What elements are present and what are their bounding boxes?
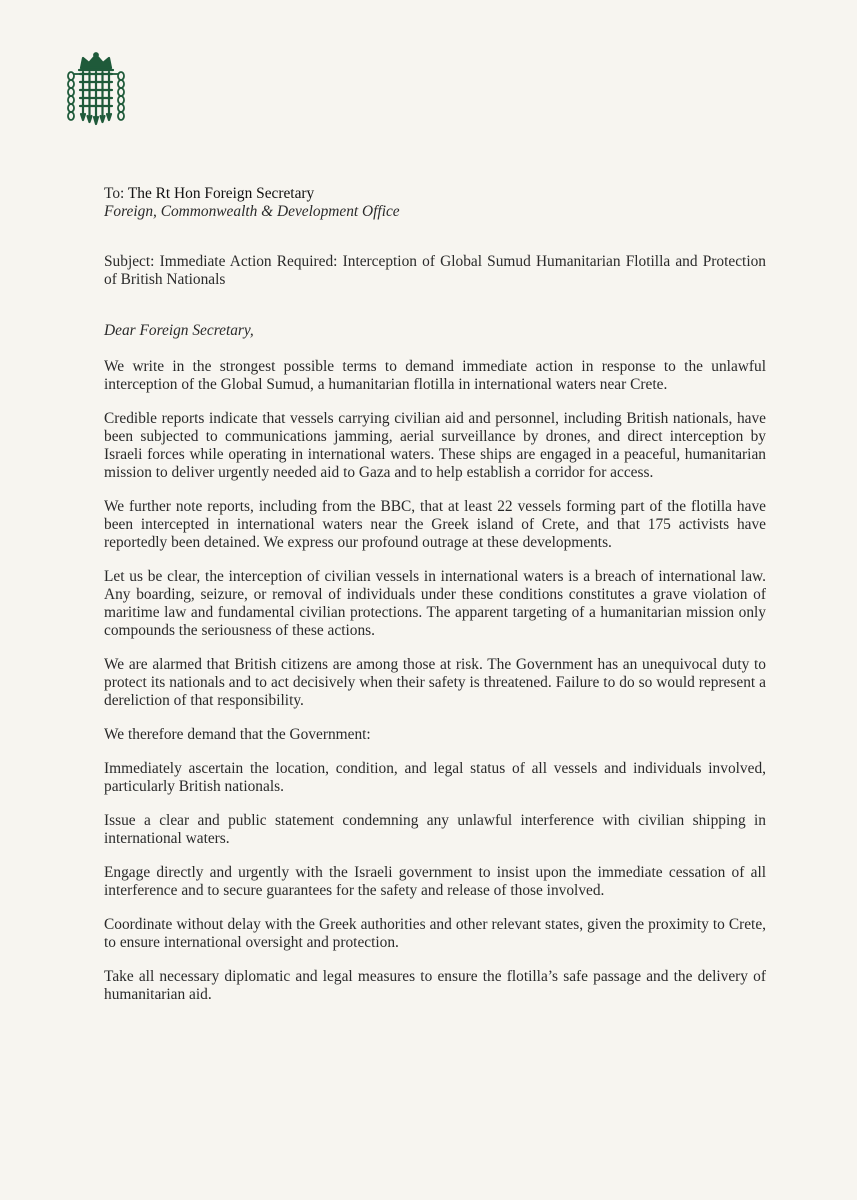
portcullis-icon: [64, 52, 128, 126]
demand-item: Immediately ascertain the location, condition, and legal status of all vessels and individuals involved, particularly British nationals.: [104, 760, 766, 795]
recipient-line: [104, 185, 766, 203]
recipient-prefix: To:: [104, 185, 125, 202]
paragraph: Credible reports indicate that vessels carrying civilian aid and personnel, including British nationals, have been subjected to communications jamming, aerial surveillance by drones, and direct interception by Israeli forces while operating in international waters. These ships are engaged in a peaceful, humanitarian mission to deliver urgently needed aid to Gaza and to help establish a corridor for access.: [104, 410, 766, 481]
demand-item: Take all necessary diplomatic and legal measures to ensure the flotilla’s safe passage and the delivery of humanitarian aid.: [104, 968, 766, 1003]
demand-item: Coordinate without delay with the Greek authorities and other relevant states, given the proximity to Crete, to ensure international oversight and protection.: [104, 916, 766, 951]
paragraph: We therefore demand that the Government:: [104, 726, 371, 743]
paragraph: We are alarmed that British citizens are among those at risk. The Government has an unequivocal duty to protect its nationals and to act decisively when their safety is threatened. Failure to do so would represent a dereliction of that responsibility.: [104, 656, 766, 709]
recipient-office: Foreign, Commonwealth & Development Office: [104, 203, 400, 220]
paragraph: Let us be clear, the interception of civilian vessels in international waters is a breach of international law. Any boarding, seizure, or removal of individuals under these conditions constitutes a grave violation of maritime law and fundamental civilian protections. The apparent targeting of a humanitarian mission only compounds the seriousness of these actions.: [104, 568, 766, 639]
demand-item: Engage directly and urgently with the Israeli government to insist upon the immediate cessation of all interference and to secure guarantees for the safety and release of those involved.: [104, 864, 766, 899]
recipient-name: The Rt Hon Foreign Secretary: [127, 185, 315, 202]
demand-item: Issue a clear and public statement condemning any unlawful interference with civilian shipping in international waters.: [104, 812, 766, 847]
letter-body: [104, 185, 766, 1004]
subject-line: Subject: Immediate Action Required: Interception of Global Sumud Humanitarian Flotilla and Protection of British Nationals: [104, 253, 766, 288]
paragraph: We write in the strongest possible terms to demand immediate action in response to the unlawful interception of the Global Sumud, a humanitarian flotilla in international waters near Crete.: [104, 358, 766, 393]
salutation: Dear Foreign Secretary,: [104, 322, 254, 339]
paragraph: We further note reports, including from the BBC, that at least 22 vessels forming part of the flotilla have been intercepted in international waters near the Greek island of Crete, and that 175 activists have reportedly been detained. We express our profound outrage at these developments.: [104, 498, 766, 551]
